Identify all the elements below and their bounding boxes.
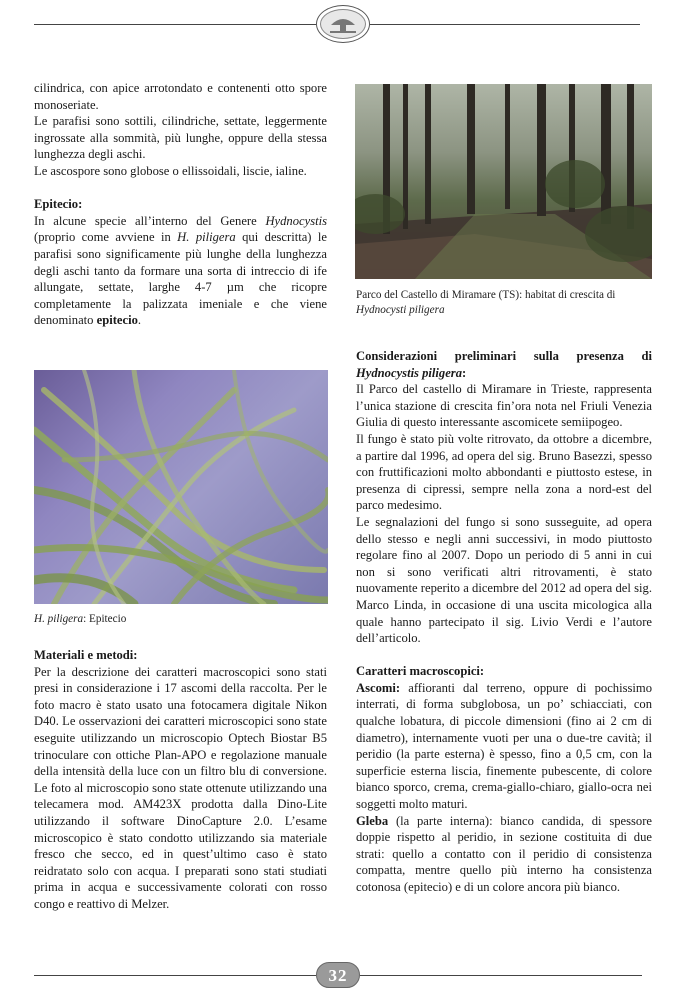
- left-column-bottom: [34, 647, 327, 913]
- paragraph: Il Parco del castello di Miramare in Trieste, rappresenta l’unica stazione di crescita fin’ora nota nel Friuli Venezia Giulia di questo interessante ascomicete semiipogeo.: [356, 382, 652, 430]
- gleba-paragraph: Gleba (la parte interna): bianco candida, di spessore doppie rispetto al peridio, in sezione costituita di due strati: quello a contatto con il peridio di consistenza compatta, mentre quello più interno ha consistenza cotonosa (epitecio) e di un colore ancora più bianco.: [356, 813, 652, 894]
- materiali-heading: Materiali e metodi:: [34, 648, 138, 662]
- paragraph: Le ascospore sono globose o ellissoidali, liscie, ialine.: [34, 163, 307, 178]
- right-column-text: [356, 348, 652, 896]
- paragraph: Le segnalazioni del fungo si sono susseguite, ad opera dello stesso e negli anni successivi, in modo piuttosto regolare fino al 2007. Dopo un periodo di 5 anni in cui non si sono verificati altri ritrovamenti, è stato nuovamente reperito a dicembre del 2012 ad opera del sig. Marco Linda, in occasione di una uscita micologica alla quale hanno partecipato il sig. Livio Verdi e l’autore dell’articolo.: [356, 514, 652, 646]
- ascomi-paragraph: Ascomi: affioranti dal terreno, oppure di pochissimo interrati, di forma subglobosa, un po’ schiacciati, con qualche lobatura, di piccole dimensioni (fino ai 2 cm di diametro), internamente vuoti per una o due-tre cavità; il peridio (la parte esterna) è spesso, fino a 0,5 cm, con la superficie esterna liscia, finemente pubescente, di colore bianco sporco, crema, crema-giallo-chiaro, giallo-ocra nei soggetti molto maturi.: [356, 680, 652, 812]
- mushroom-logo-icon: [316, 5, 370, 43]
- header-rule-left: [34, 24, 316, 25]
- footer-rule-right: [360, 975, 642, 976]
- considerazioni-heading: Considerazioni preliminari sulla presenza di Hydnocystis piligera:: [356, 349, 652, 380]
- epitecio-paragraph: In alcune specie all’interno del Genere Hydnocystis (proprio come avviene in H. piligera qui descritta) le parafisi sono significamente più lunghe della lunghezza degli aschi tanto da formare una sorta di intreccio di ife allungate, settate, larghe 4-7 µm che ricopre completamente la palizzata imeniale e che viene denominato epitecio.: [34, 213, 327, 328]
- header-rule-right: [370, 24, 640, 25]
- paragraph: cilindrica, con apice arrotondato e contenenti otto spore monoseriate.: [34, 81, 327, 112]
- materiali-paragraph: Per la descrizione dei caratteri macroscopici sono stati presi in considerazione i 17 ascomi della raccolta. Per le foto macro è stato usato una fotocamera digitale Nikon D40. Le osservazioni dei caratteri microscopici sono state eseguite utilizzando un microscopio Optech Biostar B5 trinoculare con ottiche Plan-APO e regolazione manuale della intensità della luce con un filtro blu di conversione. Le foto al microscopio sono state ottenute utilizzando una telecamera mod. AM423X prodotta dalla Dino-Lite utilizzando il software DinoCapture 2.0. L’esame microscopico è stato condotto utilizzando sia materiale fresco che secco, ed in quest’ultimo caso è stato reidratato solo con acqua. I preparati sono stati studiati prima in acqua e successivamente colorati con rosso congo e reattivo di Melzer.: [34, 664, 327, 911]
- epitecio-micrograph: [34, 370, 328, 604]
- paragraph: Il fungo è stato più volte ritrovato, da ottobre a dicembre, a partire dal 1996, ad opera del sig. Bruno Basezzi, spesso con fruttificazioni molto abbondanti e piuttosto estese, in presenza di cipressi, sempre nella zona a nord-est del parco medesimo.: [356, 431, 652, 513]
- epitecio-heading: Epitecio:: [34, 197, 83, 212]
- micrograph-caption: H. piligera: Epitecio: [34, 613, 127, 625]
- habitat-caption: Parco del Castello di Miramare (TS): habitat di crescita di Hydnocysti piligera: [356, 289, 616, 316]
- footer-rule-left: [34, 975, 316, 976]
- page-number: 32: [316, 962, 360, 988]
- caratteri-heading: Caratteri macroscopici:: [356, 664, 485, 679]
- paragraph: Le parafisi sono sottili, cilindriche, settate, leggermente ingrossate alla sommità, più lunghe, oppure della stessa lunghezza degli aschi.: [34, 114, 327, 162]
- left-column-top: [34, 80, 327, 329]
- habitat-photo: [355, 84, 652, 279]
